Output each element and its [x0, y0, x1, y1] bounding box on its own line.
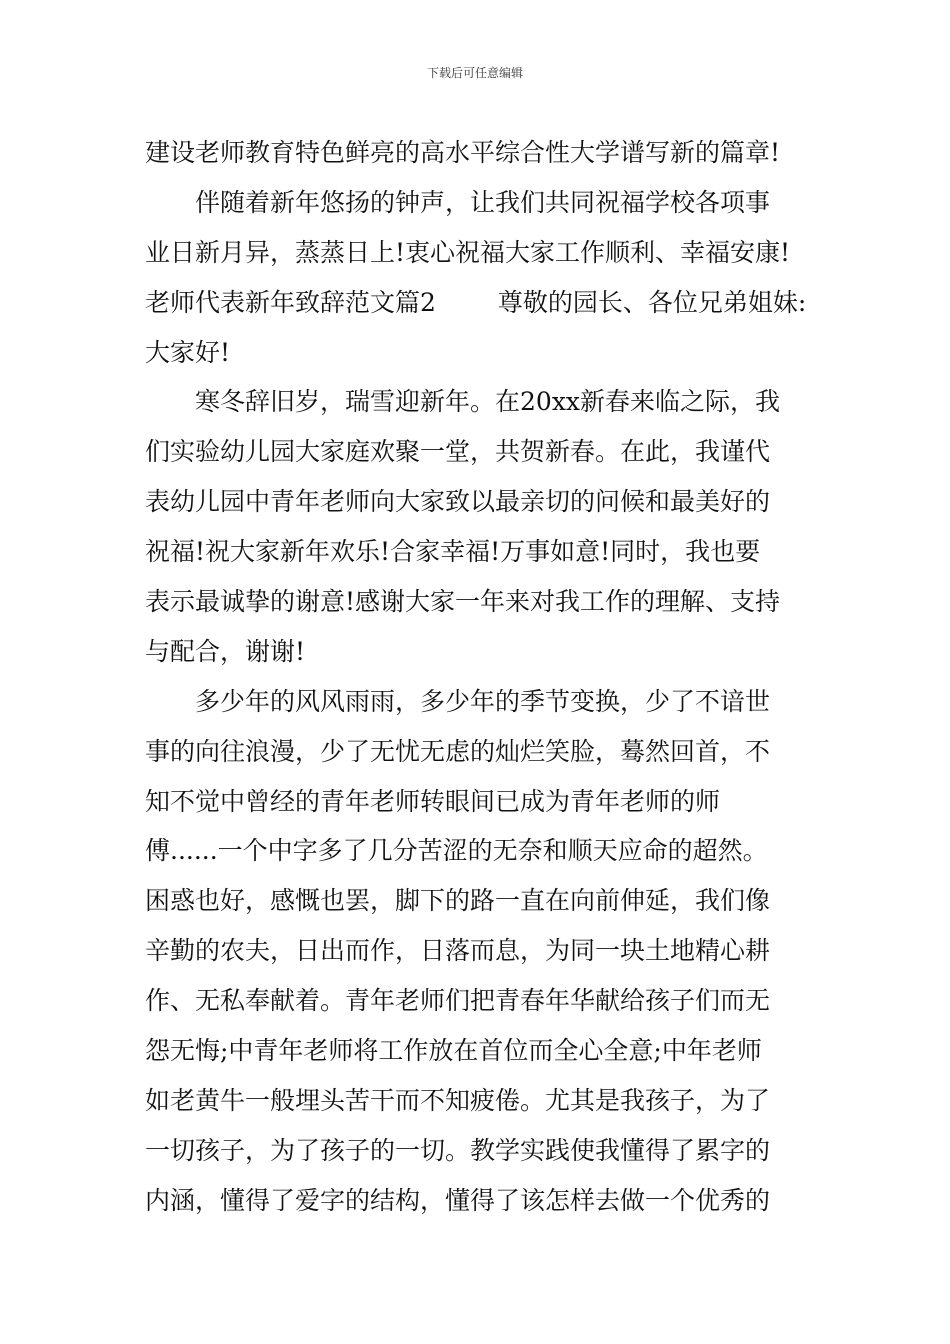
text-line: 祝福!祝大家新年欢乐!合家幸福!万事如意!同时，我也要	[145, 537, 761, 567]
text-line: 建设老师教育特色鲜亮的高水平综合性大学谱写新的篇章!	[145, 138, 781, 167]
text-line: 事的向往浪漫，少了无忧无虑的灿烂笑脸，蓦然回首，不	[145, 736, 771, 766]
section-title: 老师代表新年致辞范文篇2	[145, 287, 436, 317]
text-line: 伴随着新年悠扬的钟声，让我们共同祝福学校各项事	[195, 187, 771, 217]
text-line: 多少年的风风雨雨，多少年的季节变换，少了不谙世	[195, 686, 771, 716]
text-line: 与配合，谢谢!	[145, 636, 306, 666]
text-line: 辛勤的农夫，日出而作，日落而息，为同一块土地精心耕	[145, 936, 771, 966]
text-line: 怨无悔;中青年老师将工作放在首位而全心全意;中年老师	[145, 1036, 762, 1066]
text-line: 傅......一个中字多了几分苦涩的无奈和顺天应命的超然。	[145, 836, 768, 866]
text-line: 业日新月异，蒸蒸日上!衷心祝福大家工作顺利、幸福安康!	[145, 237, 791, 267]
text-line: 们实验幼儿园大家庭欢聚一堂，共贺新春。在此，我谨代	[145, 437, 771, 467]
text-line	[145, 278, 835, 328]
text-line: 内涵，懂得了爱字的结构，懂得了该怎样去做一个优秀的	[145, 1185, 771, 1215]
page-header: 下载后可任意编辑	[426, 66, 523, 80]
text-line: 寒冬辞旧岁，瑞雪迎新年。在20xx新春来临之际，我	[195, 387, 781, 417]
text-line: 困惑也好，感慨也罢，脚下的路一直在向前伸延，我们像	[145, 886, 771, 916]
text-line: 表幼儿园中青年老师向大家致以最亲切的问候和最美好的	[145, 487, 771, 517]
document-body	[145, 128, 835, 1226]
text-line: 如老黄牛一般埋头苦干而不知疲倦。尤其是我孩子，为了	[145, 1085, 771, 1115]
text-line: 大家好!	[145, 337, 231, 367]
text-line: 一切孩子，为了孩子的一切。教学实践使我懂得了累字的	[145, 1135, 771, 1165]
text-line: 表示最诚挚的谢意!感谢大家一年来对我工作的理解、支持	[145, 587, 781, 617]
salutation: 尊敬的园长、各位兄弟姐妹:	[497, 287, 807, 317]
text-line: 知不觉中曾经的青年老师转眼间已成为青年老师的师	[145, 786, 721, 816]
text-line: 作、无私奉献着。青年老师们把青春年华献给孩子们而无	[145, 986, 771, 1016]
